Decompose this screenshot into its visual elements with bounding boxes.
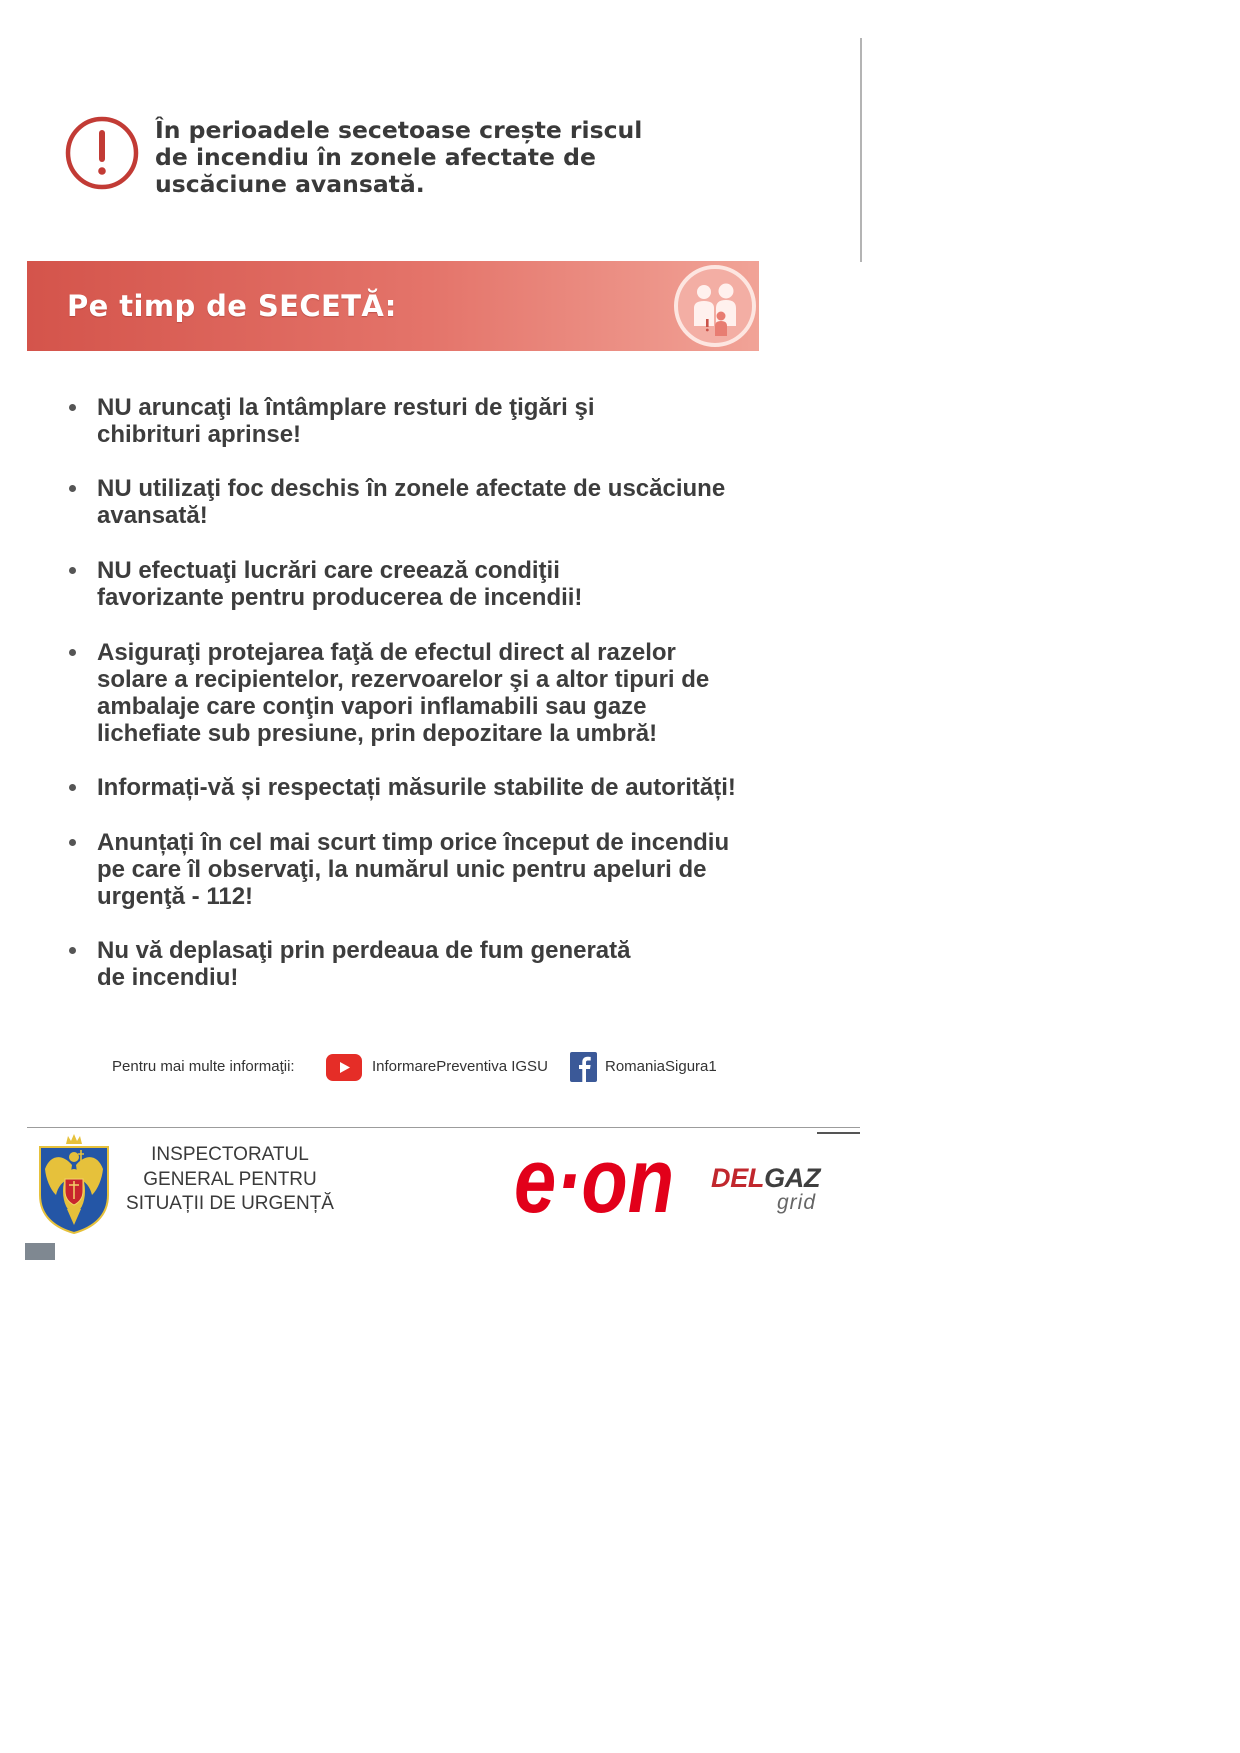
- delgaz-logo-part: DEL: [711, 1163, 765, 1193]
- eon-logo-text: e·on: [514, 1130, 674, 1232]
- list-item-line: Asiguraţi protejarea faţă de efectul direct al razelor: [97, 639, 676, 666]
- warning-heading-line: uscăciune avansată.: [155, 170, 425, 198]
- family-icon: [673, 264, 757, 348]
- footer-divider-tick: [817, 1132, 860, 1134]
- list-item-text: [97, 475, 725, 529]
- list-item: [0, 557, 800, 611]
- organization-name-line: GENERAL PENTRU: [143, 1168, 317, 1190]
- eon-logo: [512, 1130, 678, 1232]
- list-item-line: Informați-vă și respectați măsurile stabilite de autorități!: [97, 774, 736, 801]
- banner-title: Pe timp de SECETĂ:: [67, 289, 397, 323]
- list-item-line: chibrituri aprinse!: [97, 421, 302, 448]
- organization-name-line: SITUAȚII DE URGENȚĂ: [126, 1193, 334, 1214]
- warning-heading-line: de incendiu în zonele afectate de: [155, 143, 596, 171]
- organization-name-line: INSPECTORATUL: [151, 1144, 309, 1165]
- more-info-label: Pentru mai multe informaţii:: [112, 1058, 295, 1075]
- list-item-line: lichefiate sub presiune, prin depozitare la umbră!: [97, 720, 658, 747]
- list-item-line: de incendiu!: [97, 964, 239, 991]
- warning-heading-line: În perioadele secetoase crește riscul: [155, 116, 643, 144]
- facebook-icon: [570, 1052, 597, 1082]
- list-item-line: urgenţă - 112!: [97, 883, 254, 910]
- delgaz-logo-part: GAZ: [764, 1163, 821, 1193]
- list-item: [0, 829, 800, 910]
- bullet-dot: [69, 404, 76, 411]
- list-item-text: [97, 394, 594, 448]
- list-item-line: Anunțați în cel mai scurt timp orice început de incendiu: [97, 829, 730, 856]
- list-item-line: NU aruncaţi la întâmplare resturi de ţigări şi: [97, 394, 595, 421]
- list-item-line: NU utilizaţi foc deschis în zonele afectate de uscăciune: [97, 475, 726, 502]
- list-item-line: solare a recipientelor, rezervoarelor şi a altor tipuri de: [97, 666, 710, 693]
- list-item: [0, 774, 800, 801]
- bullet-dot: [69, 839, 76, 846]
- list-item: [0, 475, 800, 529]
- youtube-icon: [326, 1054, 362, 1081]
- warning-heading: [155, 117, 642, 198]
- bullet-dot: [69, 784, 76, 791]
- list-item-line: favorizante pentru producerea de incendii!: [97, 584, 583, 611]
- list-item-line: Nu vă deplasaţi prin perdeaua de fum generată: [97, 937, 631, 964]
- bullet-dot: [69, 947, 76, 954]
- list-item-text: [97, 639, 709, 747]
- list-item-line: NU efectuaţi lucrări care creează condiţii: [97, 557, 560, 584]
- drought-banner: [27, 261, 759, 351]
- list-item: [0, 937, 800, 991]
- list-item-line: avansată!: [97, 502, 208, 529]
- exclamation-circle-icon: [63, 114, 141, 192]
- list-item-text: [97, 937, 630, 991]
- bullet-dot: [69, 567, 76, 574]
- list-item-text: [97, 557, 582, 611]
- scan-edge-line: [860, 38, 862, 262]
- facebook-page-name: RomaniaSigura1: [605, 1058, 717, 1075]
- list-item-text: [97, 774, 736, 801]
- footer-divider: [27, 1127, 860, 1128]
- list-item: [0, 639, 800, 747]
- list-item: [0, 394, 800, 448]
- list-item-line: pe care îl observaţi, la numărul unic pentru apeluri de: [97, 856, 707, 883]
- bullet-dot: [69, 485, 76, 492]
- list-item-line: ambalaje care conţin vapori inflamabili sau gaze: [97, 693, 647, 720]
- list-item-text: [97, 829, 729, 910]
- youtube-channel-name: InformarePreventiva IGSU: [372, 1058, 548, 1075]
- delgaz-logo-subtitle: grid: [777, 1191, 817, 1214]
- coat-of-arms-icon: [36, 1133, 112, 1235]
- bullet-dot: [69, 649, 76, 656]
- organization-name: [110, 1143, 350, 1217]
- scan-artifact: [25, 1243, 55, 1260]
